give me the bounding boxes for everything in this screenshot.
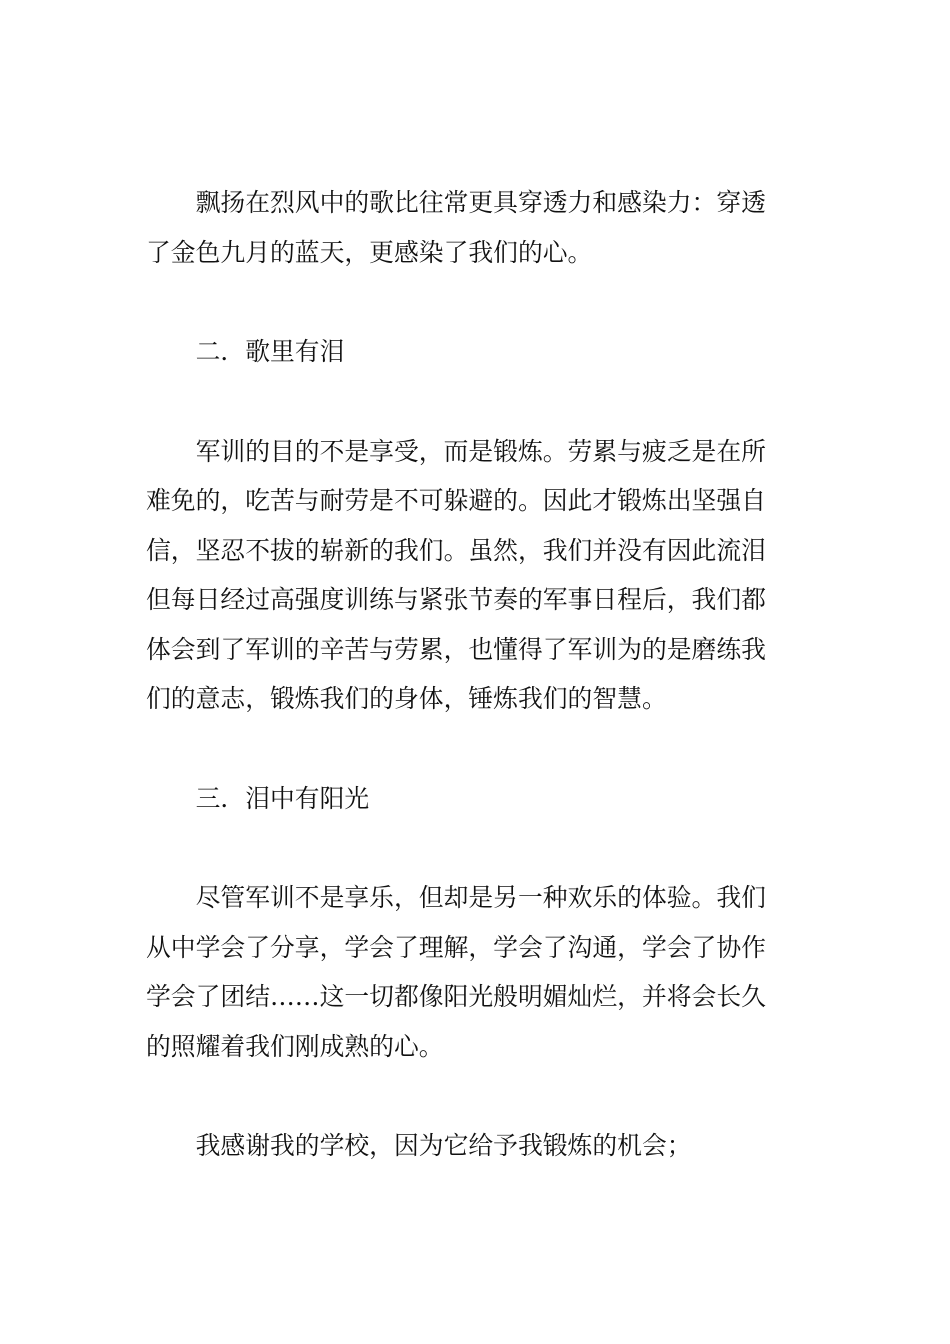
- paragraph-line: 们的意志，锻炼我们的身体，锤炼我们的智慧。: [146, 684, 667, 713]
- section-heading-2: 二．歌里有泪: [195, 337, 345, 366]
- paragraph-line: 从中学会了分享，学会了理解，学会了沟通，学会了协作: [146, 932, 766, 962]
- paragraph-line: 的照耀着我们刚成熟的心。: [146, 1031, 444, 1061]
- paragraph-line: 信，坚忍不拔的崭新的我们。虽然，我们并没有因此流泪: [146, 535, 766, 565]
- paragraph-training-purpose: [146, 427, 808, 724]
- section-heading-3: 三．泪中有阳光: [195, 783, 370, 813]
- paragraph-line: 尽管军训不是享乐，但却是另一种欢乐的体验。我们: [195, 883, 766, 912]
- paragraph-joyful-experience: [146, 873, 808, 1071]
- paragraph-line: 学会了团结……这一切都像阳光般明媚灿烂，并将会长久: [146, 982, 766, 1011]
- paragraph-song-penetration: [146, 178, 808, 277]
- document-body: [146, 178, 808, 1171]
- paragraph-gap: [146, 1071, 808, 1121]
- paragraph-line: 我感谢我的学校，因为它给予我锻炼的机会；: [195, 1131, 692, 1160]
- paragraph-thanks-school: [146, 1121, 808, 1171]
- paragraph-gap: [146, 724, 808, 774]
- paragraph-line: 体会到了军训的辛苦与劳累，也懂得了军训为的是磨练我: [146, 634, 766, 664]
- paragraph-line: 飘扬在烈风中的歌比往常更具穿透力和感染力：穿透: [195, 188, 766, 217]
- paragraph-gap: [146, 277, 808, 327]
- paragraph-line: 但每日经过高强度训练与紧张节奏的军事日程后，我们都: [146, 585, 766, 614]
- paragraph-line: 难免的，吃苦与耐劳是不可躲避的。因此才锻炼出坚强自: [146, 486, 766, 515]
- paragraph-gap: [146, 377, 808, 427]
- paragraph-gap: [146, 823, 808, 873]
- paragraph-line: 军训的目的不是享受，而是锻炼。劳累与疲乏是在所: [195, 436, 766, 466]
- paragraph-line: 了金色九月的蓝天，更感染了我们的心。: [146, 237, 593, 267]
